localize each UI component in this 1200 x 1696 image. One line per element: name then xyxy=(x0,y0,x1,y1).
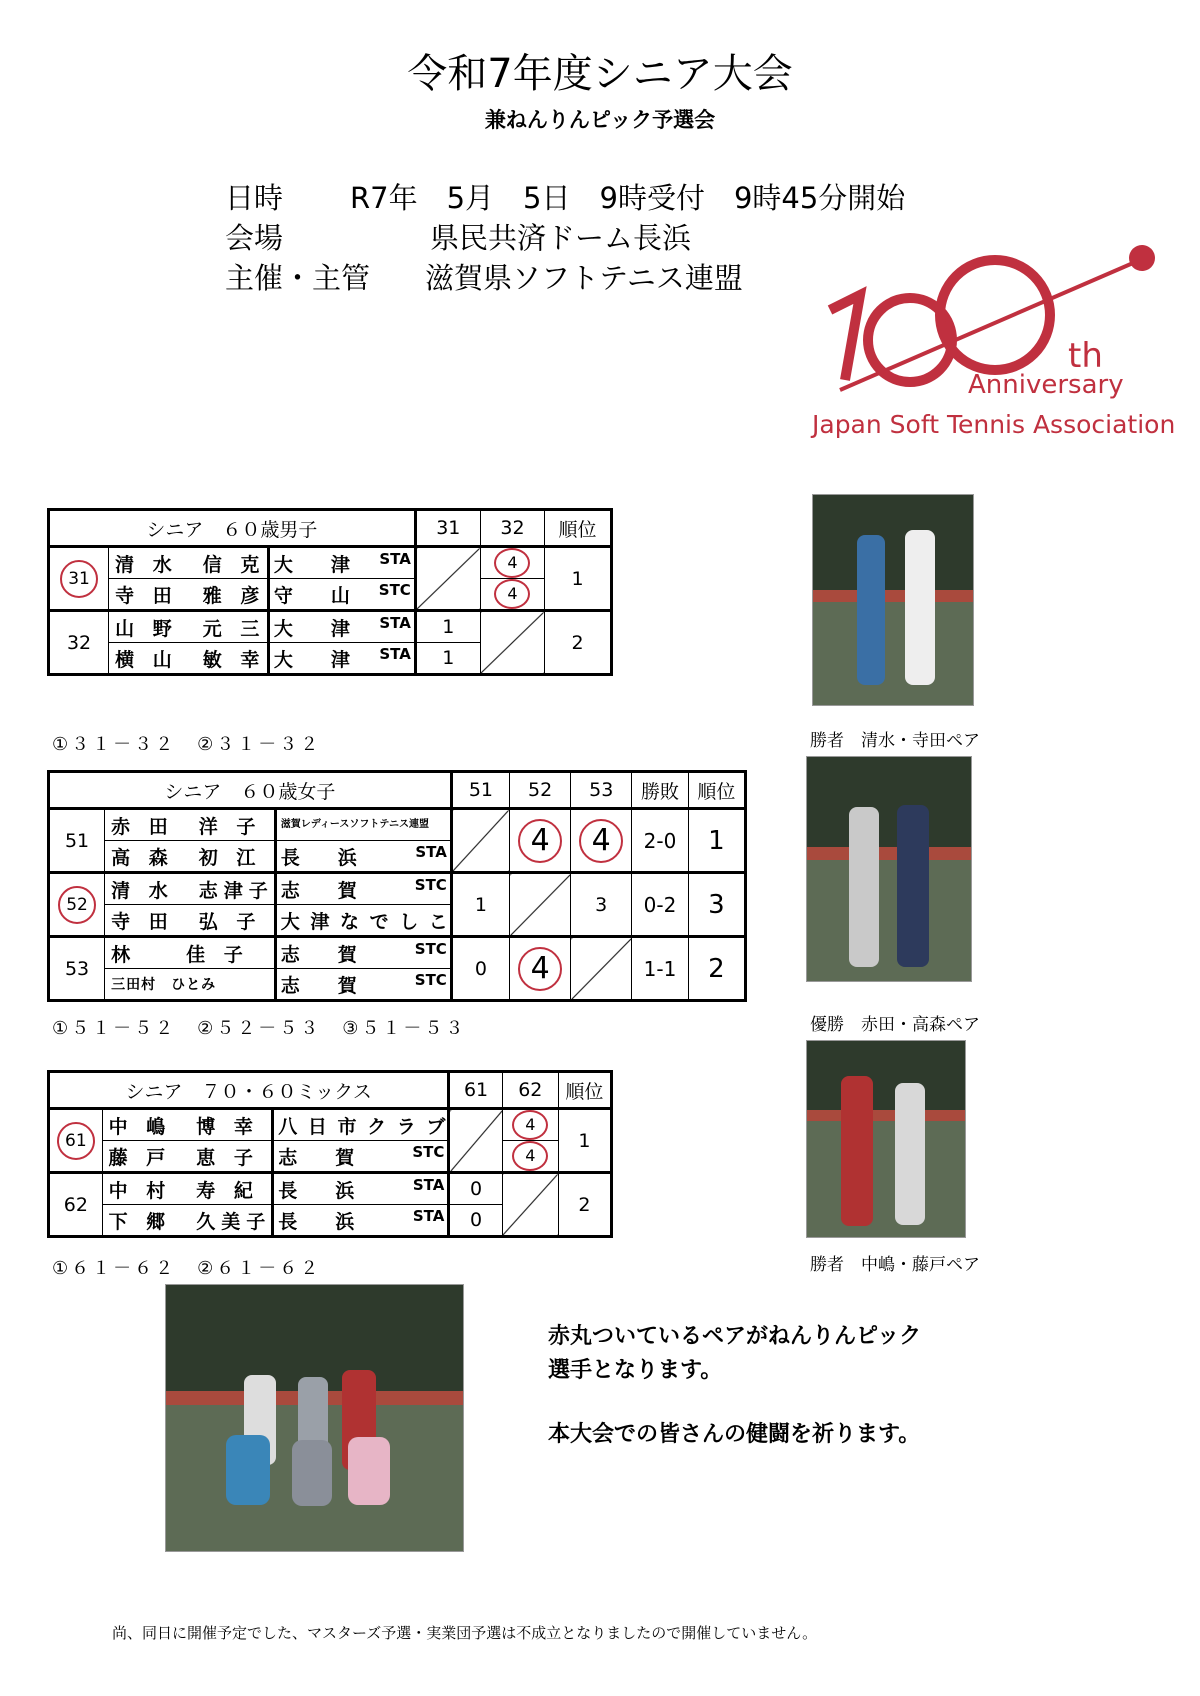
men60-table xyxy=(47,508,613,676)
club-name: 守 山 STC xyxy=(268,579,415,611)
men60-col-32: 32 xyxy=(480,510,544,547)
mixed-col-62: 62 xyxy=(502,1072,558,1109)
player-name: 三田村 ひとみ xyxy=(105,969,276,1001)
women60-col-52: 52 xyxy=(510,772,571,809)
mixed-rounds: ①６１－６２ ②６１－６２ xyxy=(52,1258,322,1279)
score-cell: 0 xyxy=(451,937,509,1001)
self-match-cell xyxy=(510,873,571,937)
club-name: 長 浜 STA xyxy=(273,1205,449,1237)
mixed-winner-photo xyxy=(806,1040,966,1238)
women60-wl-header: 勝敗 xyxy=(632,772,688,809)
score-cell: 3 xyxy=(571,873,632,937)
women60-rank-header: 順位 xyxy=(688,772,745,809)
mixed-col-61: 61 xyxy=(449,1072,502,1109)
self-match-cell xyxy=(502,1173,558,1237)
player-name: 高 森 初 江 xyxy=(105,841,276,873)
club-name: 大 津 STA xyxy=(268,547,415,579)
logo-th: th xyxy=(1068,336,1103,376)
player-name: 中 村 寿 紀 xyxy=(102,1173,273,1205)
men60-entry-32: 32 xyxy=(49,611,109,675)
rank-cell: 1 xyxy=(558,1109,611,1173)
player-name: 赤 田 洋 子 xyxy=(105,809,276,841)
club-name: 志 賀 STC xyxy=(273,1141,449,1173)
club-name: 大 津 な で し こ xyxy=(275,905,451,937)
player-name: 清 水 信 克 xyxy=(109,547,269,579)
club-name: 大 津 STA xyxy=(268,643,415,675)
qualifier-circle: 31 xyxy=(60,560,98,598)
score-cell: 0 xyxy=(449,1205,502,1237)
mixed-table xyxy=(47,1070,613,1238)
club-name: 長 浜 STA xyxy=(275,841,451,873)
club-name: 滋賀レディースソフトテニス連盟 xyxy=(275,809,451,841)
women60-rounds: ①５１－５２ ②５２－５３ ③５１－５３ xyxy=(52,1018,467,1039)
mixed-rank-header: 順位 xyxy=(558,1072,611,1109)
rank-cell: 2 xyxy=(558,1173,611,1237)
score-cell: 1 xyxy=(415,611,480,643)
win-loss-cell: 1-1 xyxy=(632,937,688,1001)
score-cell: 4 xyxy=(510,809,571,873)
player-name: 中 嶋 博 幸 xyxy=(102,1109,273,1141)
player-name: 藤 戸 恵 子 xyxy=(102,1141,273,1173)
footer-note: 尚、同日に開催予定でした、マスターズ予選・実業団予選は不成立となりましたので開催していません。 xyxy=(112,1624,818,1642)
score-cell: 4 xyxy=(510,937,571,1001)
men60-title: シニア ６０歳男子 xyxy=(49,510,416,547)
self-match-cell xyxy=(571,937,632,1001)
player-name: 寺 田 雅 彦 xyxy=(109,579,269,611)
anniversary-logo xyxy=(812,240,1180,450)
men60-col-31: 31 xyxy=(415,510,480,547)
host-value: 滋賀県ソフトテニス連盟 xyxy=(425,261,743,295)
mixed-title: シニア ７０・６０ミックス xyxy=(49,1072,449,1109)
score-cell: 4 xyxy=(502,1141,558,1173)
note-line-1: 赤丸ついているペアがねんりんピック xyxy=(548,1324,922,1349)
date-value: R7年 5月 5日 9時受付 9時45分開始 xyxy=(350,181,906,215)
rank-cell: 1 xyxy=(545,547,612,611)
club-name: 志 賀 STC xyxy=(275,873,451,905)
men60-entry-31 xyxy=(49,547,109,611)
women60-col-51: 51 xyxy=(451,772,509,809)
men60-winner-photo xyxy=(812,494,974,706)
rank-cell: 1 xyxy=(688,809,745,873)
note-line-2: 選手となります。 xyxy=(548,1358,723,1383)
score-cell: 4 xyxy=(502,1109,558,1141)
self-match-cell xyxy=(415,547,480,611)
women60-entry-53: 53 xyxy=(49,937,105,1001)
venue-label: 会場 xyxy=(225,221,284,255)
score-cell: 1 xyxy=(451,873,509,937)
player-name: 清 水 志津子 xyxy=(105,873,276,905)
score-cell: 4 xyxy=(480,579,544,611)
host-label: 主催・主管 xyxy=(225,261,371,295)
women60-entry-52 xyxy=(49,873,105,937)
rank-cell: 2 xyxy=(688,937,745,1001)
group-photo xyxy=(165,1284,464,1552)
logo-anniversary: Anniversary xyxy=(968,370,1124,400)
self-match-cell xyxy=(449,1109,502,1173)
women60-col-53: 53 xyxy=(571,772,632,809)
women60-photo-caption: 優勝 赤田・高森ペア xyxy=(810,1015,980,1035)
club-name: 八 日 市 ク ラ ブ xyxy=(273,1109,449,1141)
player-name: 寺 田 弘 子 xyxy=(105,905,276,937)
self-match-cell xyxy=(451,809,509,873)
page-subtitle: 兼ねんりんピック予選会 xyxy=(484,108,716,132)
score-cell: 1 xyxy=(415,643,480,675)
score-cell: 4 xyxy=(571,809,632,873)
men60-rank-header: 順位 xyxy=(545,510,612,547)
note-line-3: 本大会での皆さんの健闘を祈ります。 xyxy=(548,1422,921,1447)
score-cell: 0 xyxy=(449,1173,502,1205)
women60-table xyxy=(47,770,747,1002)
win-loss-cell: 2-0 xyxy=(632,809,688,873)
self-match-cell xyxy=(480,611,544,675)
qualifier-circle: 52 xyxy=(58,886,96,924)
page-title: 令和7年度シニア大会 xyxy=(407,51,793,97)
venue-value: 県民共済ドーム長浜 xyxy=(430,221,692,255)
mixed-photo-caption: 勝者 中嶋・藤戸ペア xyxy=(810,1255,980,1275)
player-name: 横 山 敏 幸 xyxy=(109,643,269,675)
club-name: 長 浜 STA xyxy=(273,1173,449,1205)
women60-winner-photo xyxy=(806,756,972,982)
women60-entry-51: 51 xyxy=(49,809,105,873)
men60-photo-caption: 勝者 清水・寺田ペア xyxy=(810,731,980,751)
rank-cell: 2 xyxy=(545,611,612,675)
women60-title: シニア ６０歳女子 xyxy=(49,772,452,809)
logo-org: Japan Soft Tennis Association xyxy=(812,410,1176,439)
score-cell: 4 xyxy=(480,547,544,579)
club-name: 志 賀 STC xyxy=(275,937,451,969)
win-loss-cell: 0-2 xyxy=(632,873,688,937)
player-name: 林 佳 子 xyxy=(105,937,276,969)
mixed-entry-62: 62 xyxy=(49,1173,103,1237)
date-label: 日時 xyxy=(225,181,284,215)
qualifier-circle: 61 xyxy=(57,1122,95,1160)
player-name: 下 郷 久美子 xyxy=(102,1205,273,1237)
men60-rounds: ①３１－３２ ②３１－３２ xyxy=(52,734,322,755)
club-name: 志 賀 STC xyxy=(275,969,451,1001)
club-name: 大 津 STA xyxy=(268,611,415,643)
mixed-entry-61 xyxy=(49,1109,103,1173)
rank-cell: 3 xyxy=(688,873,745,937)
player-name: 山 野 元 三 xyxy=(109,611,269,643)
